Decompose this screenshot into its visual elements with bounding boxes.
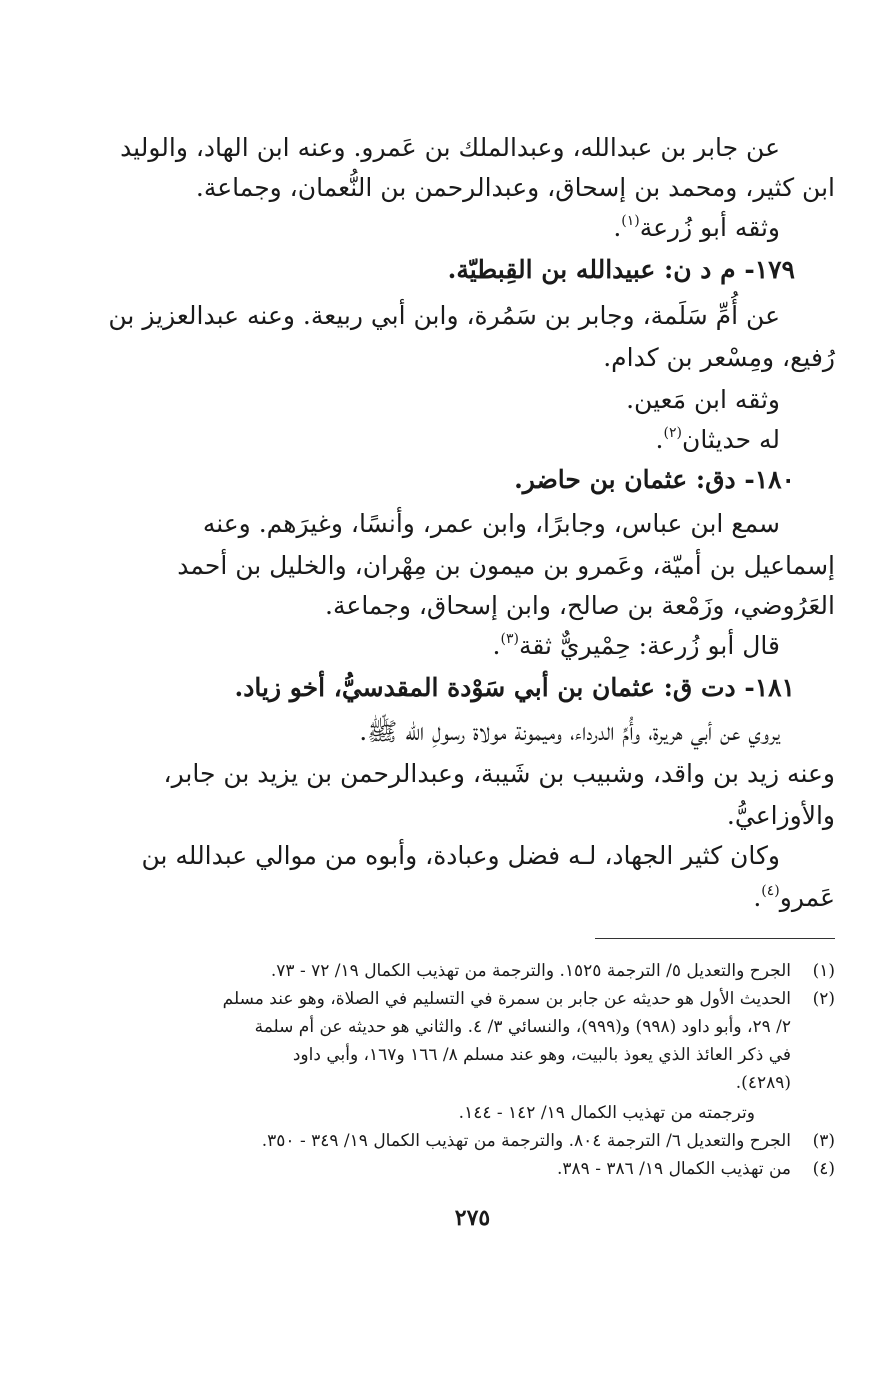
text-line: وكان كثير الجهاد، لـه فضل وعبادة، وأبوه من موالي عبدالله بن: [141, 841, 780, 870]
page-body: [110, 120, 835, 1270]
footnote-marker: (٣): [500, 631, 519, 647]
footnote-2-line: ٢/ ٢٩، وأبو داود (٩٩٨) و(٩٩٩)، والنسائي ٣/ ٤. والثاني هو حديثه عن أم سلمة: [254, 1017, 791, 1037]
footnote-3: (٣)الجرح والتعديل ٦/ الترجمة ٨٠٤. والترجمة من تهذيب الكمال ١٩/ ٣٤٩ - ٣٥٠.: [261, 1131, 835, 1151]
text-line: وعنه زيد بن واقد، وشبيب بن شَيبة، وعبدالرحمن بن يزيد بن جابر،: [163, 759, 835, 788]
footnote-1: (١)الجرح والتعديل ٥/ الترجمة ١٥٢٥. والترجمة من تهذيب الكمال ١٩/ ٧٢ - ٧٣.: [270, 961, 835, 981]
text-line: العَرُوضي، وزَمْعة بن صالح، وابن إسحاق، وجماعة.: [325, 591, 835, 620]
text-line: عن جابر بن عبدالله، وعبدالملك بن عَمرو. وعنه ابن الهاد، والوليد: [120, 133, 780, 162]
footnote-marker: (١): [621, 213, 640, 229]
entry-heading-181: ١٨١- دت ق: عثمان بن أبي سَوْدة المقدسيُّ، أخو زياد.: [234, 673, 795, 702]
text-line: عن أُمِّ سَلَمة، وجابر بن سَمُرة، وابن أبي ربيعة. وعنه عبدالعزيز بن: [108, 301, 780, 330]
footnote-2-line: (٤٢٨٩).: [735, 1073, 791, 1093]
text-line: قال أبو زُرعة: حِمْيريٌّ ثقة$^{(٣)}$.: [492, 631, 780, 660]
entry-heading-179: ١٧٩- م د ن: عبيدالله بن القِبطيّة.: [447, 255, 795, 284]
footnote-marker: (٤): [761, 883, 780, 899]
text-line: سمع ابن عباس، وجابرًا، وابن عمر، وأنسًا، وغيرَهم. وعنه: [202, 509, 780, 538]
text-line: ابن كثير، ومحمد بن إسحاق، وعبدالرحمن بن النُّعمان، وجماعة.: [195, 173, 835, 202]
footnote-separator: [595, 938, 835, 939]
footnote-2-line: في ذكر العائذ الذي يعوذ بالبيت، وهو عند مسلم ٨/ ١٦٦ و١٦٧، وأبي داود: [292, 1045, 791, 1065]
page-number: ٢٧٥: [454, 1205, 491, 1231]
text-line: عَمرو$^{(٤)}$.: [753, 883, 835, 912]
text-line: وثقه ابن مَعين.: [626, 385, 780, 414]
text-line: والأوزاعيُّ.: [726, 801, 835, 830]
footnote-2: (٢)الحديث الأول هو حديثه عن جابر بن سمرة في التسليم في الصلاة، وهو عند مسلم: [222, 989, 835, 1009]
footnote-4: (٤)من تهذيب الكمال ١٩/ ٣٨٦ - ٣٨٩.: [556, 1159, 835, 1179]
footnote-marker: (٢): [663, 425, 682, 441]
text-line: يروي عن أبي هريرة، وأُمِّ الدرداء، وميمونة مولاة رسولِ الله ﷺ.: [359, 717, 780, 746]
text-line: رُفيع، ومِسْعر بن كدام.: [603, 343, 835, 372]
footnote-2-line: وترجمته من تهذيب الكمال ١٩/ ١٤٢ - ١٤٤.: [458, 1103, 755, 1123]
text-line: وثقه أبو زُرعة$^{(١)}$.: [613, 213, 780, 242]
text-line: إسماعيل بن أميّة، وعَمرو بن ميمون بن مِهْران، والخليل بن أحمد: [177, 551, 835, 580]
text-line: له حديثان$^{(٢)}$.: [655, 425, 780, 454]
entry-heading-180: ١٨٠- دق: عثمان بن حاضر.: [514, 465, 795, 494]
